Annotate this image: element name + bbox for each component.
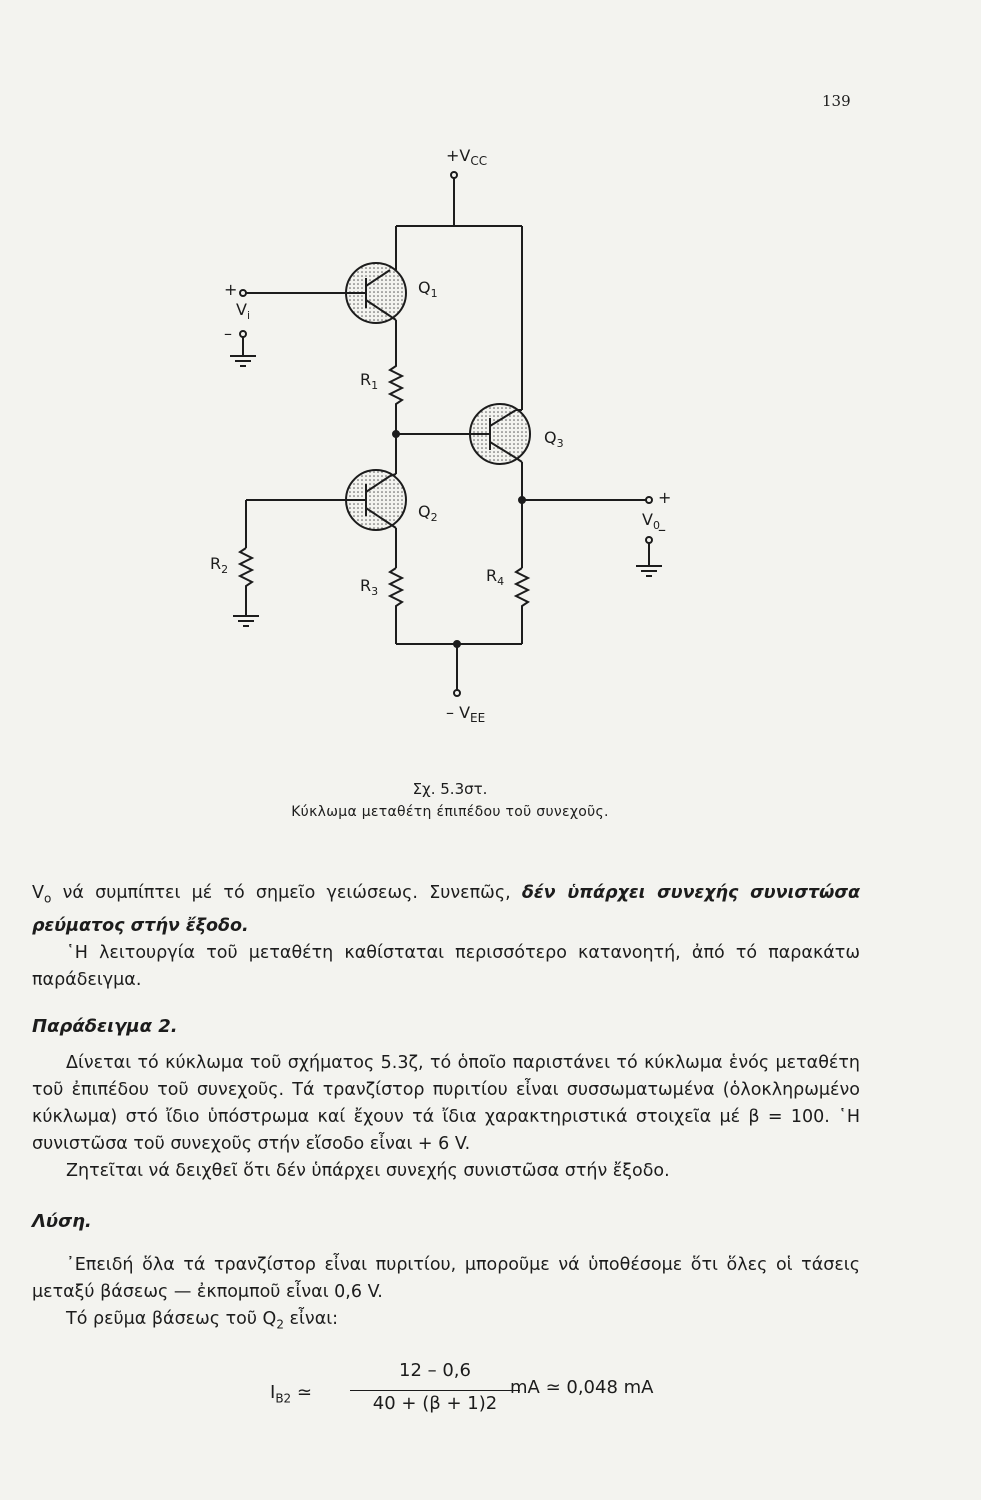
vee-label: – $V_{EE}$ bbox=[446, 703, 486, 726]
figure-number: Σχ. 5.3στ. bbox=[412, 780, 488, 798]
vo-label: $V_0$ bbox=[642, 510, 660, 533]
example-body bbox=[32, 1050, 860, 1185]
solution-paragraph-2: Τό ρεῦμα βάσεως τοῦ $Q_2$ εἶναι: bbox=[66, 1309, 339, 1332]
vo-minus-label: – bbox=[658, 520, 666, 539]
r1-resistor bbox=[390, 358, 402, 434]
solution-body bbox=[32, 1252, 860, 1339]
page-number: 139 bbox=[822, 92, 851, 110]
base-current-formula bbox=[270, 1360, 770, 1430]
vo-terminal-minus bbox=[646, 537, 652, 543]
formula-fraction bbox=[350, 1360, 520, 1414]
vi-label: $V_i$ bbox=[236, 300, 251, 323]
paragraph-operation: ῾Η λειτουργία τοῦ μεταθέτη καθίσταται περισσότερο κατανοητή, ἀπό τό παρακάτω παράδειγμα. bbox=[32, 942, 860, 990]
vcc-label: $+V_{CC}$ bbox=[446, 146, 488, 169]
example-paragraph-2: Ζητεῖται νά δειχθεῖ ὅτι δέν ὑπάρχει συνεχής συνιστῶσα στήν ἔξοδο. bbox=[66, 1161, 670, 1181]
solution-paragraph-1: ᾿Επειδή ὅλα τά τρανζίστορ εἶναι πυριτίου, μποροῦμε νά ὑποθέσομε ὅτι ὅλες οἱ τάσεις μεταξύ βάσεως — ἐκπομποῦ εἶναι 0,6 V. bbox=[32, 1255, 860, 1302]
vcc-terminal bbox=[451, 172, 457, 178]
r3-label: $R_3$ bbox=[360, 576, 379, 599]
r2-resistor bbox=[240, 548, 252, 616]
vi-terminal-minus bbox=[240, 331, 246, 337]
q3-label: $Q_3$ bbox=[544, 428, 564, 451]
formula-denominator: 40 + (β + 1)2 bbox=[372, 1393, 498, 1414]
example-paragraph-1: Δίνεται τό κύκλωμα τοῦ σχήματος 5.3ζ, τό ὁποῖο παριστάνει τό κύκλωμα ἑνός μεταθέτη τοῦ ἐπιπέδου τοῦ συνεχοῦς. Τά τρανζίστορ πυριτίου εἶναι συσσωματωμένα (ὁλοκληρωμένο κύκλωμα) στό ἴδιο ὑπόστρωμα καί ἔχουν τά ἴδια χαρακτηριστικά στοιχεῖα μέ β = 100. ῾Η συνιστῶσα τοῦ συνεχοῦς στήν εἴσοδο εἶναι + 6 V. bbox=[32, 1053, 860, 1154]
paragraph-output: $V_o$ νά συμπίπτει μέ τό σημεῖο γειώσεως. Συνεπῶς, δέν ὑπάρχει συνεχής συνιστώσα ρεύματος στήν ἔξοδο. ῾Η λειτουργία τοῦ μεταθέτη καθίσταται περισσότερο κατανοητή, ἀπό τό παρακάτω παράδειγμα. bbox=[32, 880, 860, 994]
formula-lhs: $I_{B2}$ ≃ bbox=[270, 1382, 312, 1406]
solution-heading: Λύση. bbox=[32, 1211, 92, 1232]
example-heading: Παράδειγμα 2. bbox=[32, 1016, 178, 1037]
vo-plus-label: + bbox=[658, 488, 672, 507]
figure-caption: Κύκλωμα μεταθέτη έπιπέδου τοῦ συνεχοῦς. bbox=[291, 804, 609, 820]
r4-resistor bbox=[516, 568, 528, 644]
vi-minus-label: – bbox=[224, 324, 232, 343]
r4-label: $R_4$ bbox=[486, 566, 505, 589]
formula-numerator: 12 – 0,6 bbox=[399, 1360, 471, 1381]
vi-terminal-plus bbox=[240, 290, 246, 296]
vee-terminal bbox=[454, 690, 460, 696]
formula-rhs: mA ≃ 0,048 mA bbox=[510, 1377, 654, 1398]
vo-terminal-plus bbox=[646, 497, 652, 503]
q2-label: $Q_2$ bbox=[418, 502, 438, 525]
q1-label: $Q_1$ bbox=[418, 278, 438, 301]
circuit-diagram bbox=[200, 138, 700, 738]
r3-resistor bbox=[390, 568, 402, 644]
circuit-figure bbox=[200, 138, 700, 738]
fraction-bar bbox=[350, 1390, 520, 1391]
vi-plus-label: + bbox=[224, 280, 238, 299]
r1-label: $R_1$ bbox=[360, 370, 379, 393]
r2-label: $R_2$ bbox=[210, 554, 229, 577]
